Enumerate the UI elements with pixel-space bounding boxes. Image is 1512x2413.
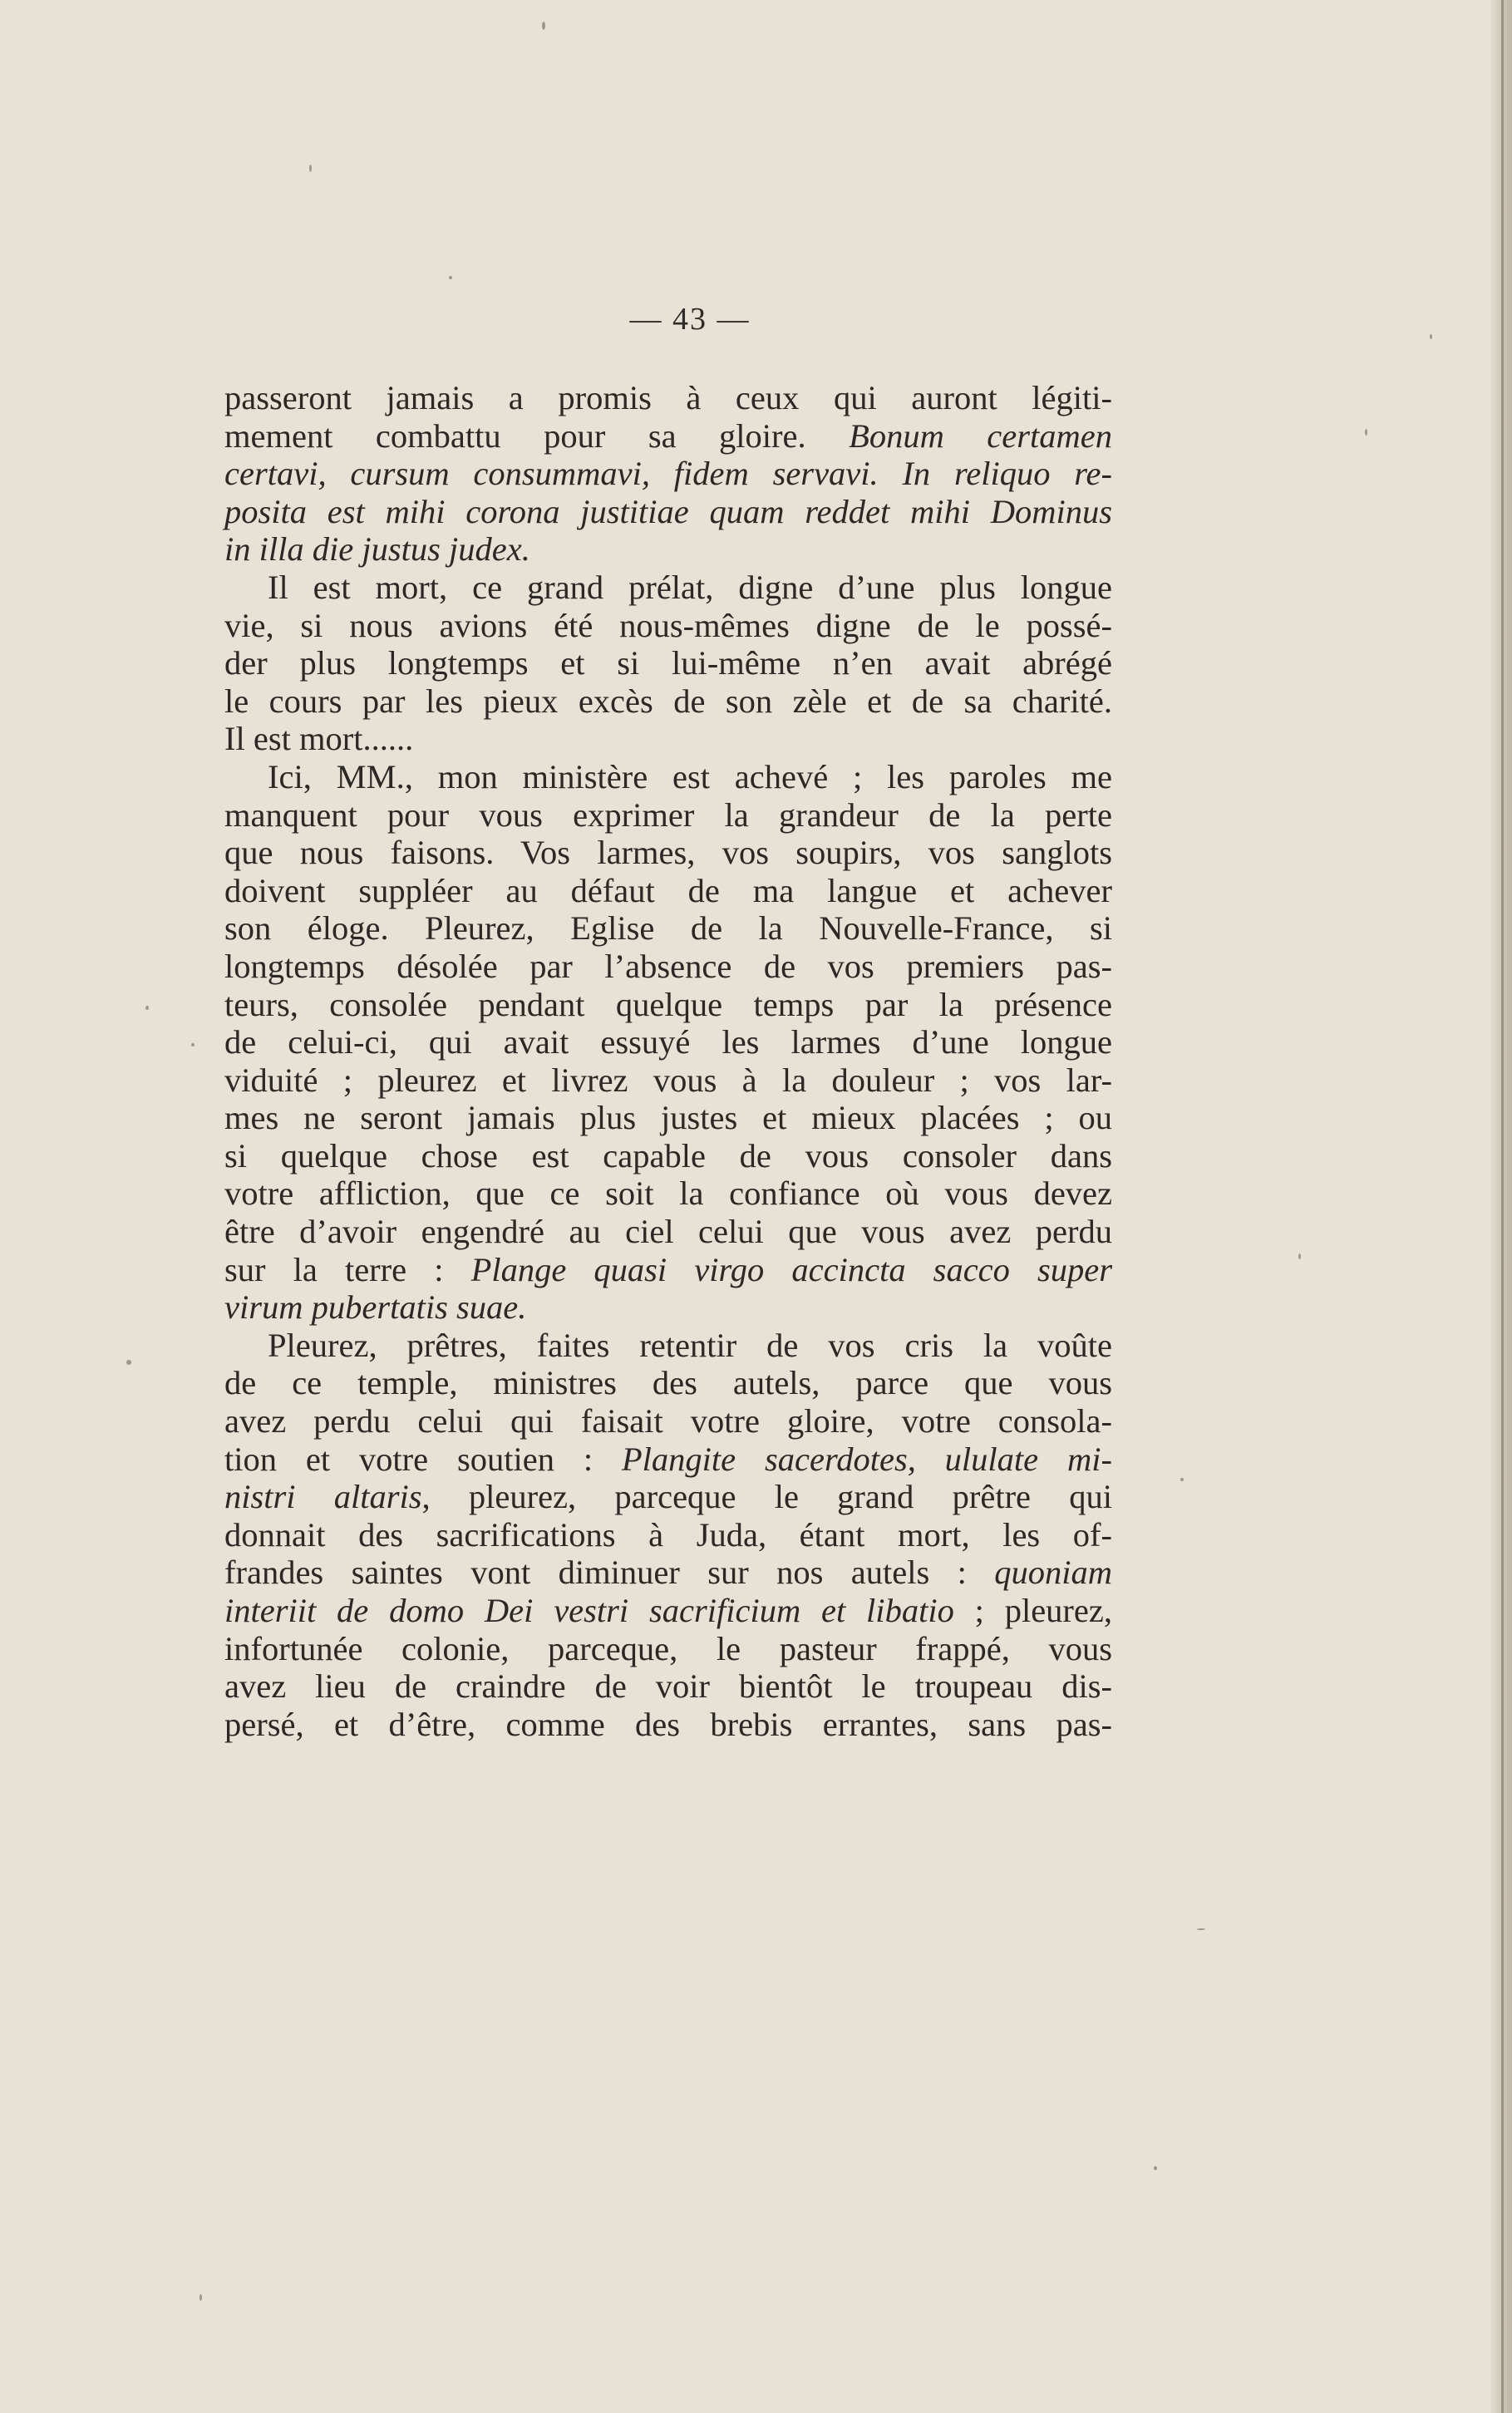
text-line: [224, 948, 1112, 986]
text-run: vie, si nous avions été nous-mêmes digne de le possé-: [224, 606, 1112, 644]
scan-speck: [1154, 2166, 1157, 2170]
text-line: [224, 1061, 1112, 1100]
latin-quote: Plange quasi virgo accincta sacco super: [470, 1250, 1112, 1288]
text-line: [224, 1251, 1112, 1289]
text-line: [224, 379, 1112, 417]
text-line: [224, 1440, 1112, 1479]
scan-speck: [1197, 1928, 1205, 1930]
page-number: — 43 —: [629, 302, 751, 337]
text-run: viduité ; pleurez et livrez vous à la douleur ; vos lar-: [224, 1061, 1112, 1099]
text-run: être d’avoir engendré au ciel celui que vous avez perdu: [224, 1213, 1112, 1251]
latin-quote: quoniam: [994, 1554, 1112, 1592]
text-line: [224, 1174, 1112, 1213]
text-line: [224, 1592, 1112, 1630]
text-line: [224, 569, 1112, 607]
text-line: [224, 530, 1112, 569]
text-line: [224, 909, 1112, 948]
text-run: sur la terre :: [224, 1250, 471, 1288]
latin-quote: certavi, cursum consummavi, fidem servavi. In reliquo re-: [224, 455, 1112, 493]
text-run: Il est mort, ce grand prélat, digne d’une plus longue: [268, 568, 1112, 606]
latin-quote: Plangite sacerdotes, ululate mi-: [621, 1440, 1112, 1478]
text-line: [224, 1288, 1112, 1327]
page-edge-line: [1501, 0, 1504, 2413]
text-run: persé, et d’être, comme des brebis errantes, sans pas-: [224, 1705, 1112, 1743]
text-line: [224, 607, 1112, 645]
latin-quote: interiit de domo Dei vestri sacrificium et libatio: [224, 1592, 954, 1629]
text-line: [224, 1630, 1112, 1668]
text-run: tion et votre soutien :: [224, 1440, 622, 1478]
text-run: avez perdu celui qui faisait votre gloire, votre consola-: [224, 1402, 1112, 1440]
text-line: [224, 872, 1112, 910]
text-run: , pleurez, parceque le grand prêtre qui: [421, 1478, 1112, 1516]
text-run: der plus longtemps et si lui-même n’en avait abrégé: [224, 644, 1112, 682]
text-line: [224, 1023, 1112, 1061]
text-run: votre affliction, que ce soit la confiance où vous devez: [224, 1174, 1112, 1213]
scan-speck: [309, 165, 312, 172]
text-line: [224, 796, 1112, 835]
latin-quote: nistri altaris: [224, 1478, 422, 1516]
text-line: [224, 1099, 1112, 1137]
latin-quote: in illa die justus judex.: [224, 530, 530, 569]
text-run: Pleurez, prêtres, faites retentir de vos cris la voûte: [268, 1326, 1112, 1364]
text-line: [224, 834, 1112, 872]
text-run: frandes saintes vont diminuer sur nos autels :: [224, 1554, 995, 1592]
text-line: [224, 644, 1112, 682]
text-run: doivent suppléer au défaut de ma langue et achever: [224, 871, 1112, 909]
text-line: [224, 1667, 1112, 1706]
scan-speck: [145, 1006, 149, 1010]
scan-speck: [542, 22, 545, 30]
text-run: de ce temple, ministres des autels, parce que vous: [224, 1364, 1112, 1402]
text-line: [224, 1327, 1112, 1365]
text-run: mement combattu pour sa gloire.: [224, 416, 850, 455]
text-run: longtemps désolée par l’absence de vos premiers pas-: [224, 947, 1112, 985]
text-run: que nous faisons. Vos larmes, vos soupirs, vos sanglots: [224, 834, 1112, 872]
text-run: teurs, consolée pendant quelque temps par la présence: [224, 985, 1112, 1023]
text-run: Ici, MM., mon ministère est achevé ; les paroles me: [268, 757, 1112, 795]
text-line: [224, 1402, 1112, 1440]
text-line: [224, 493, 1112, 531]
text-line: [224, 758, 1112, 796]
latin-quote: Bonum certamen: [849, 416, 1112, 455]
text-run: si quelque chose est capable de vous consoler dans: [224, 1136, 1112, 1174]
text-line: [224, 1137, 1112, 1175]
body-text: [224, 379, 1112, 1743]
text-line: [224, 986, 1112, 1024]
latin-quote: posita est mihi corona justitiae quam reddet mihi Dominus: [224, 492, 1112, 530]
text-run: de celui-ci, qui avait essuyé les larmes d’une longue: [224, 1023, 1112, 1061]
text-line: [224, 1706, 1112, 1744]
text-run: ; pleurez,: [953, 1592, 1112, 1629]
text-line: [224, 1478, 1112, 1516]
scan-speck: [126, 1360, 131, 1365]
scan-speck: [1365, 429, 1367, 436]
text-run: le cours par les pieux excès de son zèle et de sa charité.: [224, 682, 1112, 720]
text-run: son éloge. Pleurez, Eglise de la Nouvelle-France, si: [224, 909, 1112, 948]
text-line: [224, 682, 1112, 721]
latin-quote: virum pubertatis suae.: [224, 1288, 527, 1327]
text-run: mes ne seront jamais plus justes et mieux placées ; ou: [224, 1099, 1112, 1137]
text-line: [224, 1554, 1112, 1592]
text-line: [224, 1516, 1112, 1554]
text-run: Il est mort......: [224, 720, 414, 758]
text-line: [224, 455, 1112, 493]
text-run: passeront jamais a promis à ceux qui auront légiti-: [224, 379, 1112, 416]
scan-speck: [1180, 1478, 1184, 1481]
text-run: avez lieu de craindre de voir bientôt le troupeau dis-: [224, 1667, 1112, 1706]
text-line: [224, 1213, 1112, 1251]
text-run: infortunée colonie, parceque, le pasteur frappé, vous: [224, 1629, 1112, 1667]
text-line: [224, 720, 1112, 758]
text-run: manquent pour vous exprimer la grandeur de la perte: [224, 795, 1112, 834]
scan-speck: [449, 276, 452, 279]
text-line: [224, 417, 1112, 456]
text-run: donnait des sacrifications à Juda, étant mort, les of-: [224, 1515, 1112, 1554]
scan-speck: [1298, 1253, 1301, 1259]
scan-speck: [191, 1043, 195, 1046]
scan-speck: [199, 2294, 202, 2301]
scan-speck: [1430, 334, 1432, 339]
text-line: [224, 1364, 1112, 1402]
